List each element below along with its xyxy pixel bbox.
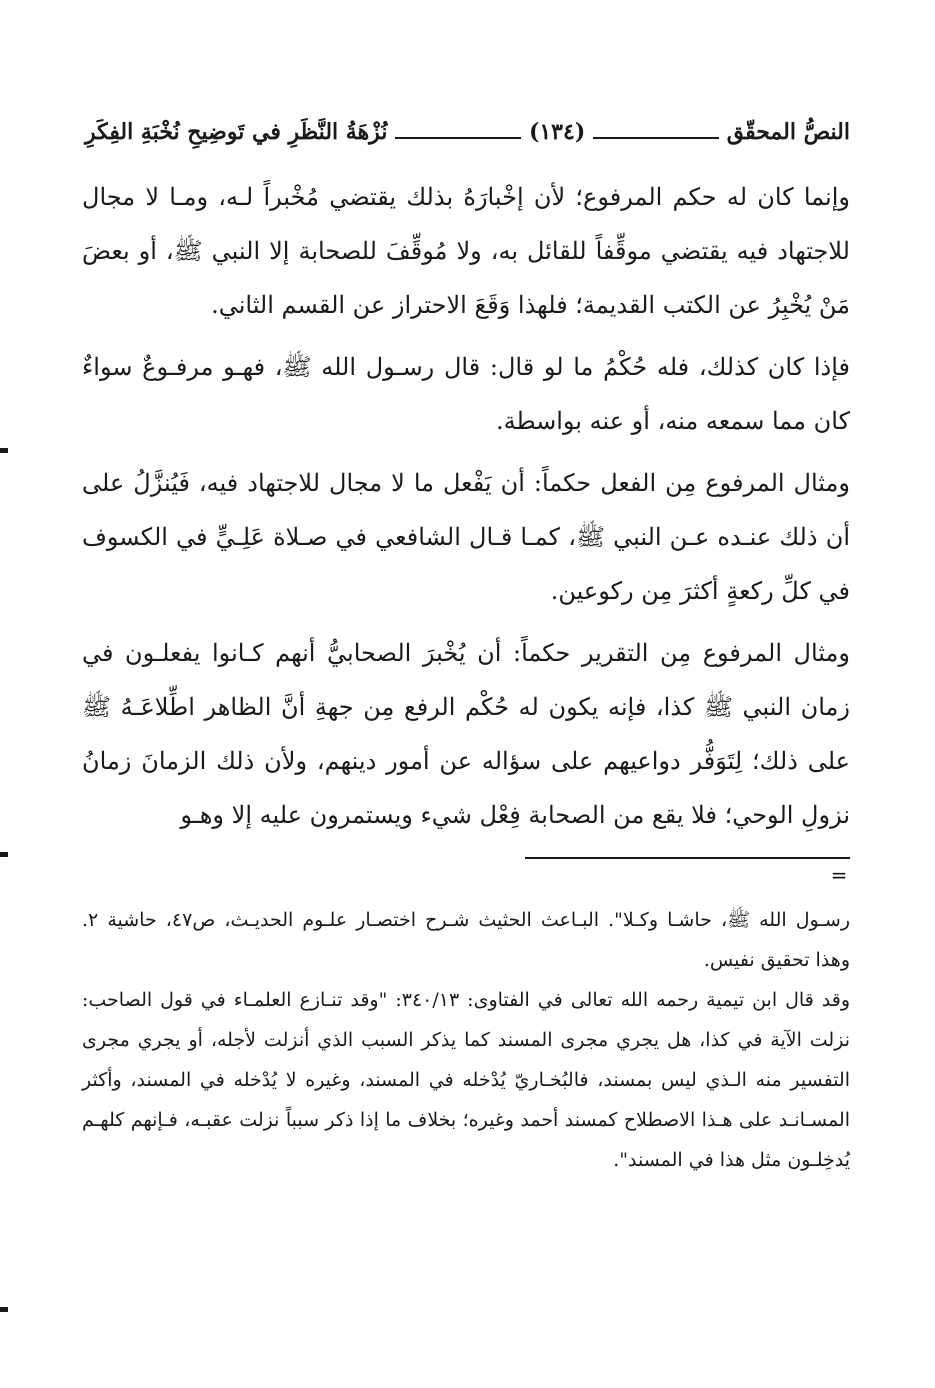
running-header <box>85 110 850 154</box>
main-paragraph: فإذا كان كذلك، فله حُكْمُ ما لو قال: قال رسـول الله ﷺ، فهـو مرفـوعٌ سواءٌ كان مما سمعه منه، أو عنه بواسطة. <box>82 353 850 435</box>
page-number: (١٣٤) <box>528 119 586 145</box>
scan-edge-mark <box>0 852 8 857</box>
footnotes <box>82 900 850 1180</box>
footnote-continuation-mark: = <box>830 863 848 887</box>
header-rule-right <box>593 137 718 139</box>
footnote-separator <box>525 857 850 859</box>
main-text <box>82 170 850 842</box>
header-book-title: نُزْهَةُ النَّظَرِ في تَوضِيحِ نُخْبَةِ الفِكَرِ <box>85 119 388 145</box>
footnote-paragraph: رسـول الله ﷺ، حاشـا وكـلا". البـاعث الحثيث شـرح اختصـار علـوم الحديـث، ص٤٧، حاشية ٢. وهذا تحقيق نفيس. <box>82 909 851 971</box>
header-rule-left <box>395 137 520 139</box>
scan-edge-mark <box>0 1307 8 1312</box>
main-paragraph: وإنما كان له حكم المرفوع؛ لأن إخْبارَهُ بذلك يقتضي مُخْبراً لـه، ومـا لا مجال للاجتهاد فيه يقتضي موقِّفاً للقائل به، ولا مُوقِّفَ للصحابة إلا النبي ﷺ، أو بعضَ مَنْ يُخْبِرُ عن الكتب القديمة؛ فلهذا وَقَعَ الاحتراز عن القسم الثاني. <box>82 183 850 319</box>
main-paragraph: ومثال المرفوع مِن الفعل حكماً: أن يَفْعل ما لا مجال للاجتهاد فيه، فَيُنزَّلُ على أن ذلك عنـده عـن النبي ﷺ، كمـا قـال الشافعي في صـلاة عَلِـيٍّ في الكسوف في كلِّ ركعةٍ أكثرَ مِن ركوعين. <box>82 469 850 605</box>
main-paragraph: ومثال المرفوع مِن التقرير حكماً: أن يُخْبرَ الصحابيُّ أنهم كـانوا يفعلـون في زمان النبي ﷺ كذا، فإنه يكون له حُكْم الرفع مِن جهةِ أنَّ الظاهر اطِّلاعَـهُ ﷺ على ذلك؛ لِتَوَفُّر دواعيهم على سؤاله عن أمور دينهم، ولأن ذلك الزمانَ زمانُ نزولِ الوحي؛ فلا يقع من الصحابة فِعْل شيء ويستمرون عليه إلا وهـو <box>82 639 850 829</box>
header-section-title: النصُّ المحقّق <box>726 119 850 145</box>
scan-edge-mark <box>0 448 8 453</box>
footnote-paragraph: وقد قال ابن تيمية رحمه الله تعالى في الفتاوى: ٣٤٠/١٣: "وقد تنـازع العلمـاء في قول الصاحب: نزلت الآية في كذا، هل يجري مجرى المسند كما يذكر السبب الذي أنزلت لأجله، أو يجري مجرى التفسير منه الـذي ليس بمسند، فالبُخـاريّ يُدْخله في المسند، وغيره لا يُدْخله في المسند، وأكثر المسـانـد على هـذا الاصطلاح كمسند أحمد وغيره؛ بخلاف ما إذا ذكر سبباً نزلت عقبـه، فـإنهم كلهـم يُدخِلـون مثل هذا في المسند". <box>82 989 851 1171</box>
